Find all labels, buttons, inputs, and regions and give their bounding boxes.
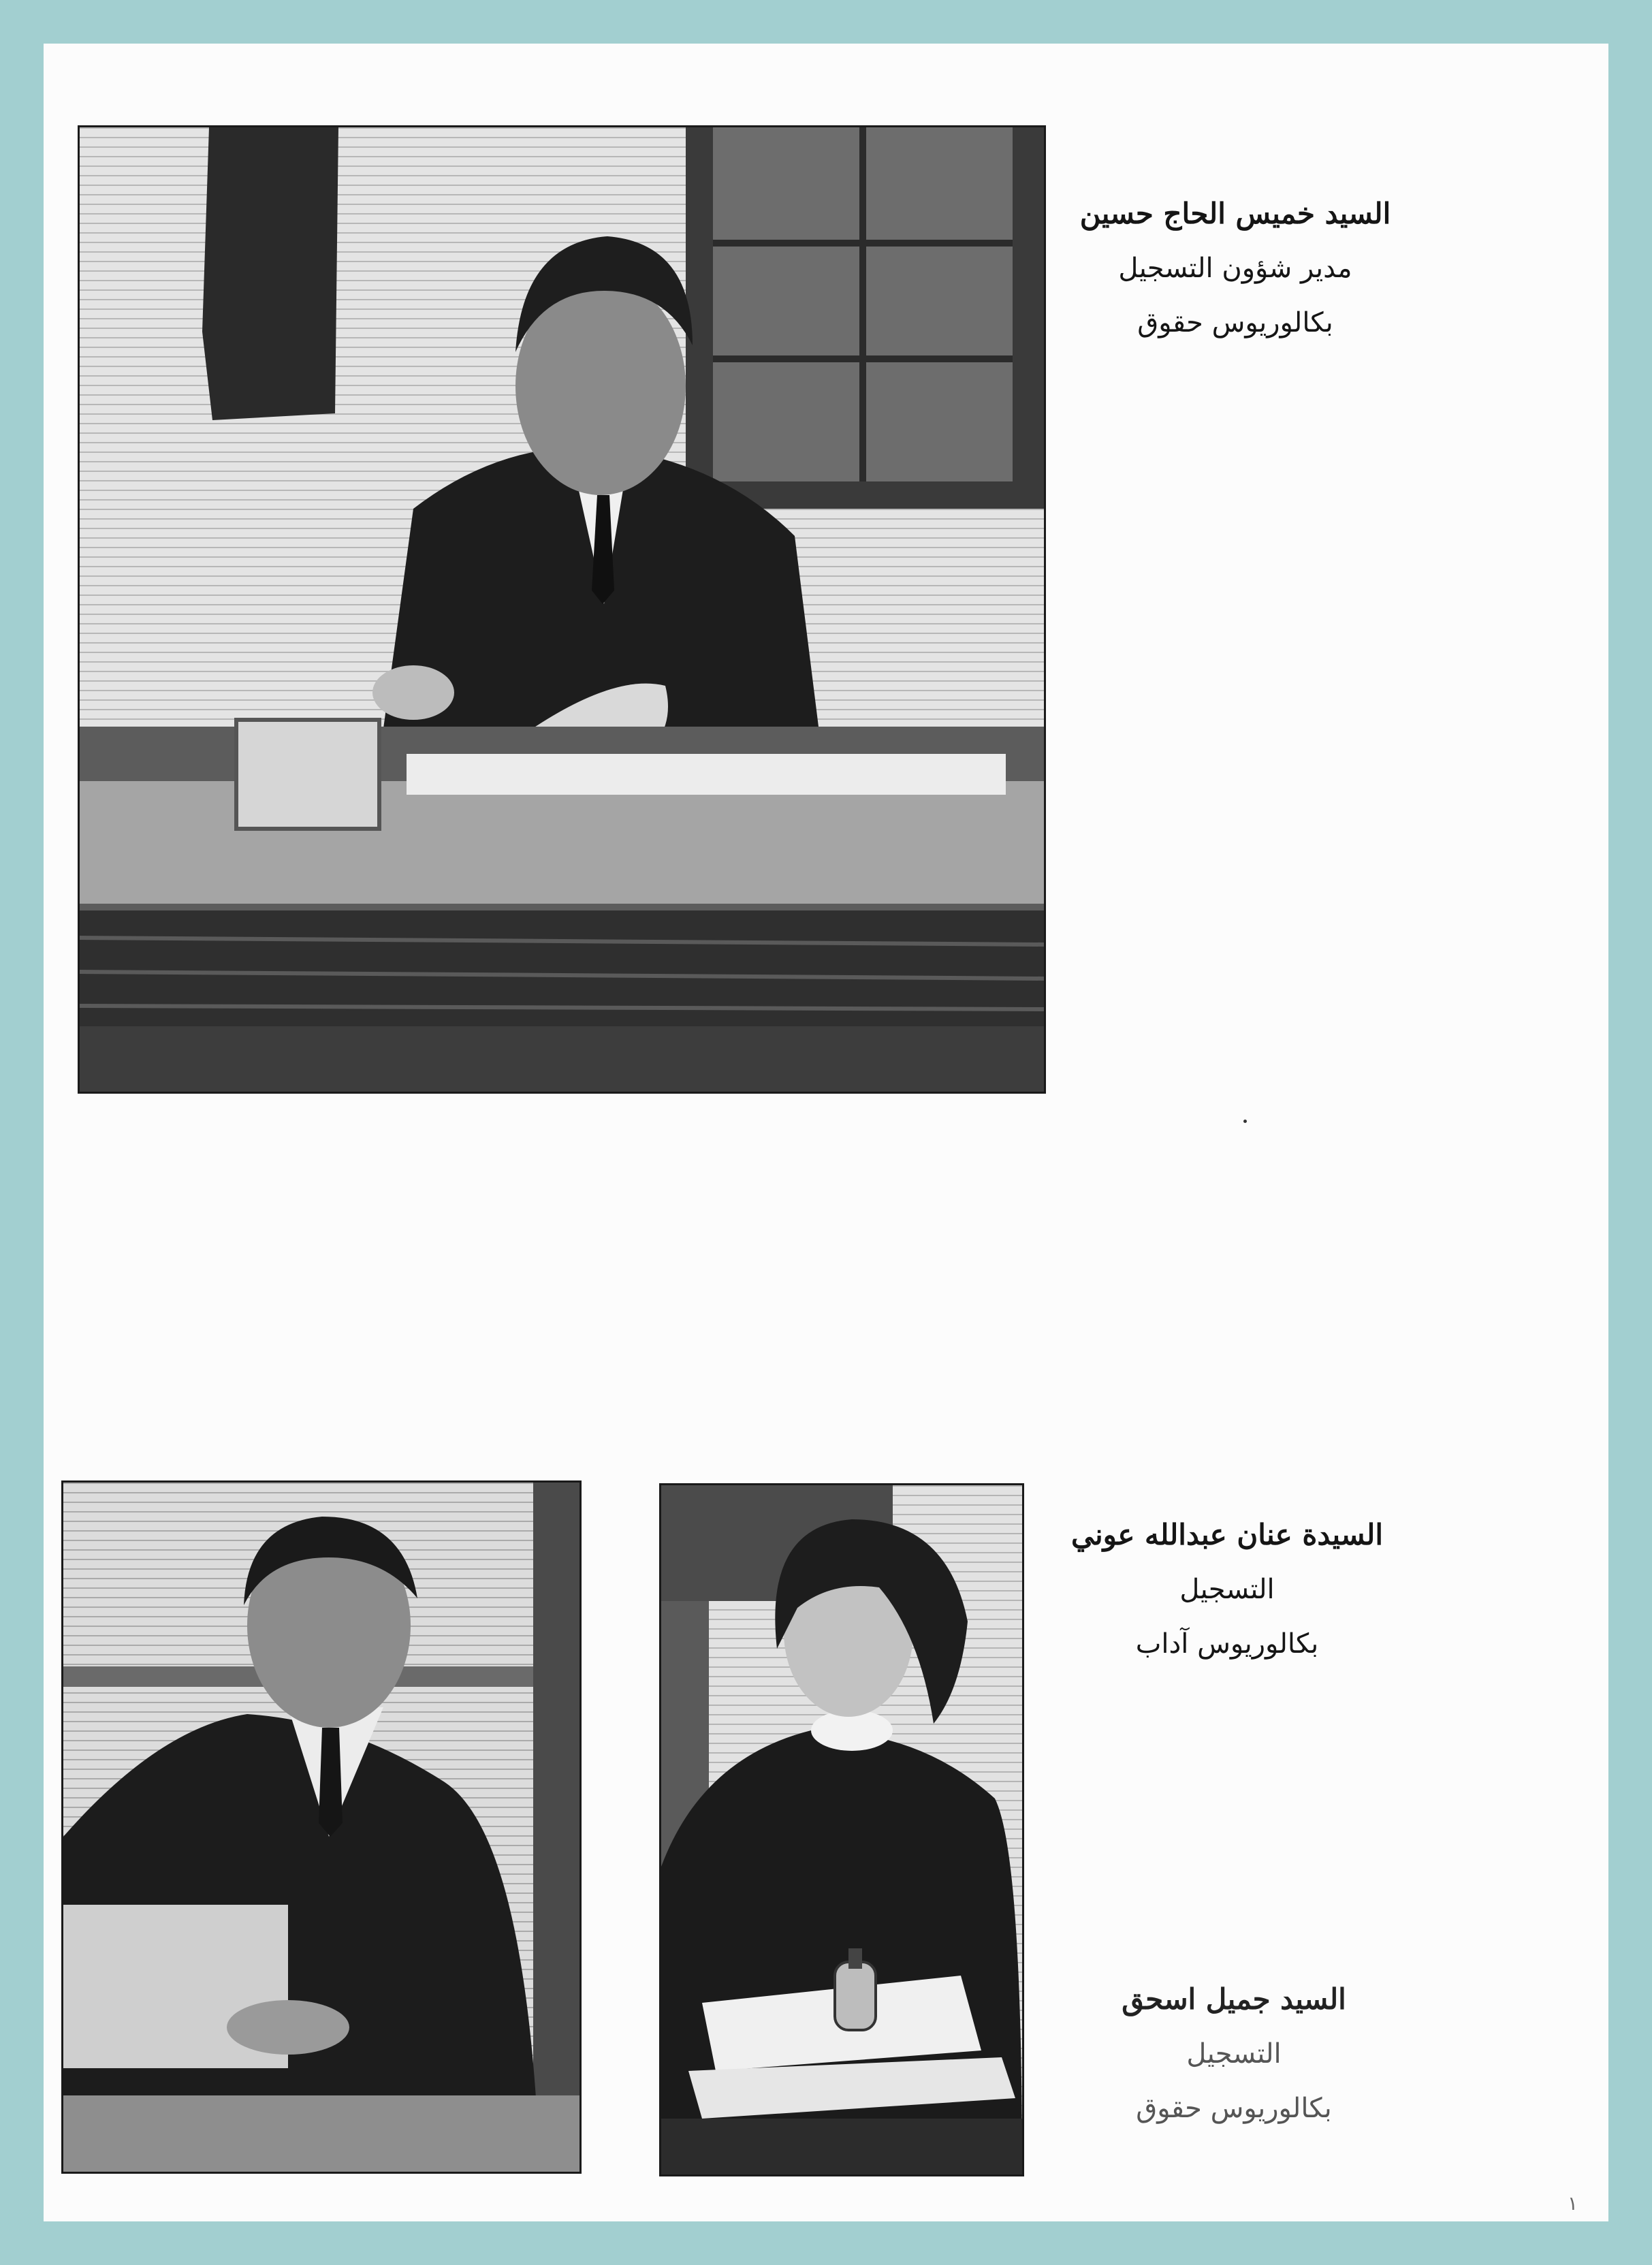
caption-profile-1 [1045, 187, 1426, 350]
profile-2-title: التسجيل [1179, 1574, 1275, 1605]
photo-woman-bottom-middle [659, 1483, 1024, 2176]
profile-1-degree: بكالوريوس حقوق [1137, 307, 1333, 338]
photo-director-at-desk [78, 125, 1046, 1094]
profile-2-degree: بكالوريوس آداب [1135, 1628, 1319, 1660]
profile-1-name: السيد خميس الحاج حسين [1079, 197, 1391, 230]
photo-man-bottom-left [61, 1480, 582, 2174]
profile-3-title: التسجيل [1186, 2038, 1282, 2070]
profile-1-title: مدير شؤون التسجيل [1118, 253, 1352, 284]
profile-3-name: السيد جميل اسحق [1122, 1982, 1346, 2016]
caption-profile-2 [1036, 1508, 1418, 1671]
page-number: ١ [1568, 2192, 1578, 2215]
profile-2-name: السيدة عنان عبدالله عوني [1070, 1518, 1384, 1551]
profile-3-degree: بكالوريوس حقوق [1136, 2093, 1332, 2124]
page-speck [1243, 1120, 1247, 1123]
caption-profile-3 [1043, 1972, 1425, 2136]
document-page [44, 44, 1608, 2221]
